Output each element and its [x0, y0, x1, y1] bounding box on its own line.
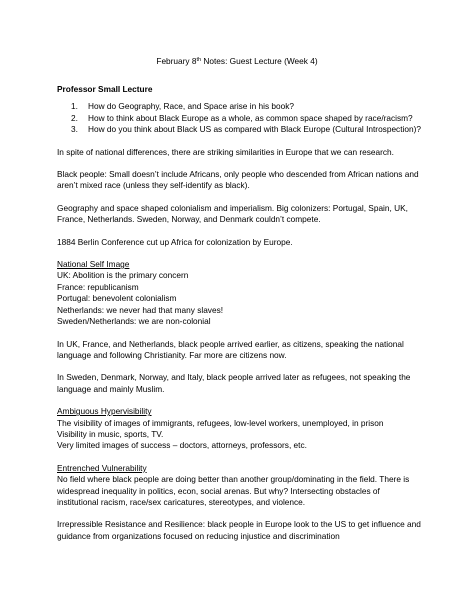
list-item — [57, 101, 423, 112]
list-number: 1. — [71, 101, 78, 112]
list-item — [57, 113, 423, 124]
question-list — [57, 101, 423, 135]
hypervisibility-heading: Ambiguous Hypervisibility — [57, 406, 152, 417]
title-text-start: February 8 — [156, 56, 197, 66]
list-text: How do you think about Black US as compared with Black Europe (Cultural Introspection)? — [88, 124, 421, 135]
hypervisibility-line: Visibility in music, sports, TV. — [57, 428, 164, 439]
title-superscript: th — [196, 57, 202, 63]
paragraph-similarities: In spite of national differences, there are striking similarities in Europe that we can research. — [57, 146, 394, 157]
paragraph-arrivals-late: In Sweden, Denmark, Norway, and Italy, black people arrived later as refugees, not speaking the language and mainly Muslim. — [57, 372, 411, 394]
self-image-line: UK: Abolition is the primary concern — [57, 270, 189, 281]
hypervisibility-line: The visibility of images of immigrants, refugees, low-level workers, unemployed, in prison — [57, 417, 384, 428]
document-body — [57, 84, 423, 542]
paragraph-resilience: Irrepressible Resistance and Resilience: black people in Europe look to the US to get influence and guidance from organizations focused on reducing injustice and discrimination — [57, 519, 421, 541]
paragraph-arrivals-early: In UK, France, and Netherlands, black people arrived earlier, as citizens, speaking the national language and following Christianity. Far more are citizens now. — [57, 338, 404, 360]
paragraph-berlin: 1884 Berlin Conference cut up Africa for colonization by Europe. — [57, 236, 293, 247]
paragraph-black-people: Black people: Small doesn’t include Africans, only people who descended from African nations and aren’t mixed race (unless they self-identify as black). — [57, 169, 419, 191]
vulnerability-heading: Entrenched Vulnerability — [57, 462, 147, 473]
self-image-line: Portugal: benevolent colonialism — [57, 293, 177, 304]
paragraph-vulnerability: No field where black people are doing better than another group/dominating in the field. There is widespread inequality in politics, econ, social arenas. But why? Intersecting obstacles of institutional racism, race/sex caricatures, stereotypes, and violence. — [57, 474, 410, 507]
national-self-image-heading: National Self Image — [57, 259, 130, 270]
paragraph-geography: Geography and space shaped colonialism and imperialism. Big colonizers: Portugal, Spain, UK, France, Netherlands. Sweden, Norway, and Denmark couldn’t compete. — [57, 202, 408, 225]
list-text: How do Geography, Race, and Space arise in his book? — [88, 101, 295, 112]
self-image-line: Sweden/Netherlands: we are non-colonial — [57, 316, 211, 327]
title-text-end: Notes: Guest Lecture (Week 4) — [201, 56, 318, 66]
hypervisibility-line: Very limited images of success – doctors, attorneys, professors, etc. — [57, 440, 307, 451]
self-image-line: France: republicanism — [57, 281, 139, 292]
self-image-line: Netherlands: we never had that many slaves! — [57, 304, 224, 315]
section-heading: Professor Small Lecture — [57, 84, 153, 94]
list-text: How to think about Black Europe as a whole, as common space shaped by race/racism? — [88, 112, 413, 123]
list-item — [57, 124, 423, 135]
page-title — [0, 56, 474, 67]
list-number: 3. — [71, 124, 78, 135]
list-number: 2. — [71, 112, 78, 123]
